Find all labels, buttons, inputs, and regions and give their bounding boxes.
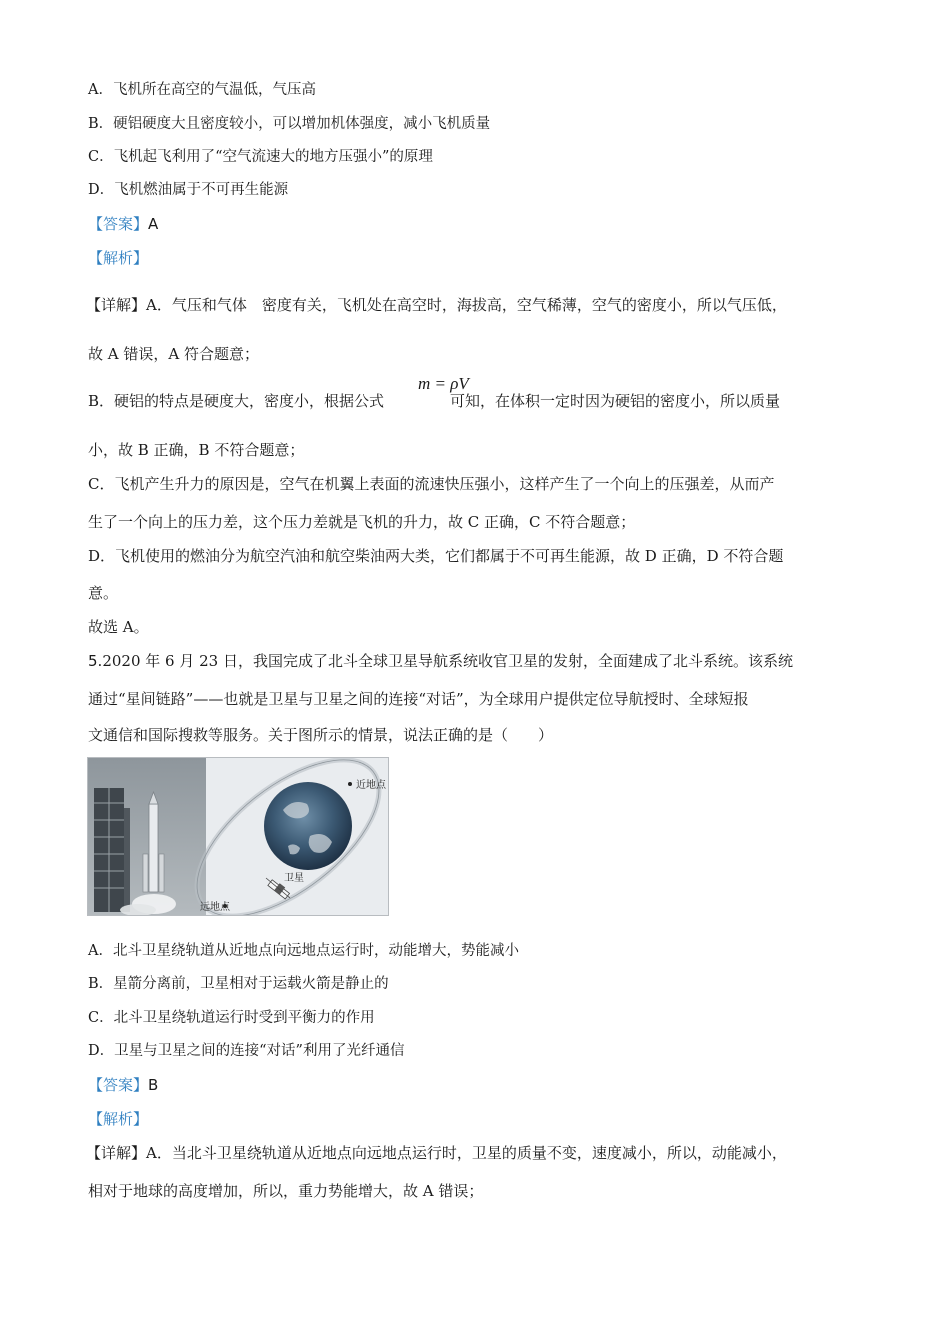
- q4-option-b: B．硬铝硬度大且密度较小，可以增加机体强度，减小飞机质量: [88, 116, 491, 132]
- q5-stem-line1: 5.2020 年 6 月 23 日，我国完成了北斗全球卫星导航系统收官卫星的发射，全面建成了北斗系统。该系统: [88, 652, 793, 670]
- satellite-orbit-figure: [87, 757, 389, 916]
- q4-detail-a-line2: 故 A 错误，A 符合题意；: [88, 345, 259, 363]
- analysis-tag: 【解析】: [88, 249, 149, 267]
- density-formula: m = ρV: [418, 374, 469, 393]
- perigee-label: 近地点: [356, 780, 386, 791]
- detail-tag: 【详解】: [86, 296, 147, 314]
- q4-detail-d-line2: 意。: [88, 584, 119, 602]
- q4-detail-b-line2: 小，故 B 正确，B 不符合题意；: [88, 441, 305, 459]
- q4-detail-c-line2: 生了一个向上的压力差，这个压力差就是飞机的升力，故 C 正确，C 不符合题意；: [88, 513, 636, 531]
- apogee-label: 远地点: [200, 902, 230, 913]
- q4-option-d: D．飞机燃油属于不可再生能源: [88, 182, 289, 198]
- q5-stem-line3: 文通信和国际搜救等服务。关于图所示的情景，说法正确的是（ ）: [88, 726, 554, 744]
- figure-illustration: [88, 758, 388, 915]
- q4-detail-d-line1: D．飞机使用的燃油分为航空汽油和航空柴油两大类，它们都属于不可再生能源，故 D 正确，D 不符合题: [88, 547, 784, 565]
- q4-option-c: C．飞机起飞利用了“空气流速大的地方压强小”的原理: [88, 149, 433, 165]
- q5-option-c: C．北斗卫星绕轨道运行时受到平衡力的作用: [88, 1010, 375, 1026]
- q4-detail-c-line1: C．飞机产生升力的原因是，空气在机翼上表面的流速快压强小，这样产生了一个向上的压强差，从而产: [88, 475, 775, 493]
- analysis-tag: 【解析】: [88, 1110, 149, 1128]
- detail-tag: 【详解】: [86, 1144, 147, 1162]
- q5-option-b: B．星箭分离前，卫星相对于运载火箭是静止的: [88, 976, 389, 992]
- q5-detail-a-line2: 相对于地球的高度增加，所以，重力势能增大，故 A 错误；: [88, 1182, 484, 1200]
- answer-tag: 【答案】: [88, 1076, 149, 1094]
- earth-icon: [264, 782, 352, 870]
- answer-value: A: [148, 215, 159, 233]
- q5-detail-a-line1: 【详解】A．当北斗卫星绕轨道从近地点向远地点运行时，卫星的质量不变，速度减小，所以，动能减小，: [86, 1144, 787, 1162]
- q4-option-a: A．飞机所在高空的气温低，气压高: [88, 82, 316, 98]
- q5-option-a: A．北斗卫星绕轨道从近地点向远地点运行时，动能增大，势能减小: [88, 943, 519, 959]
- q4-answer-line: [88, 214, 158, 234]
- q4-conclusion: 故选 A。: [88, 618, 149, 636]
- satellite-label: 卫星: [284, 873, 304, 884]
- q5-option-d: D．卫星与卫星之间的连接“对话”利用了光纤通信: [88, 1043, 405, 1059]
- question-number: 5.: [88, 652, 103, 670]
- q5-stem-line2: 通过“星间链路”——也就是卫星与卫星之间的连接“对话”，为全球用户提供定位导航授时、全球短报: [88, 690, 749, 708]
- answer-tag: 【答案】: [88, 215, 149, 233]
- q5-answer-line: [88, 1075, 158, 1095]
- answer-value: B: [148, 1076, 159, 1094]
- q4-detail-a-line1: 【详解】A．气压和气体 密度有关，飞机处在高空时，海拔高，空气稀薄，空气的密度小，所以气压低，: [86, 296, 787, 314]
- perigee-point: [348, 782, 352, 786]
- q4-detail-b-line1: B．硬铝的特点是硬度大，密度小，根据公式 可知，在体积一定时因为硬铝的密度小，所以质量: [88, 392, 781, 410]
